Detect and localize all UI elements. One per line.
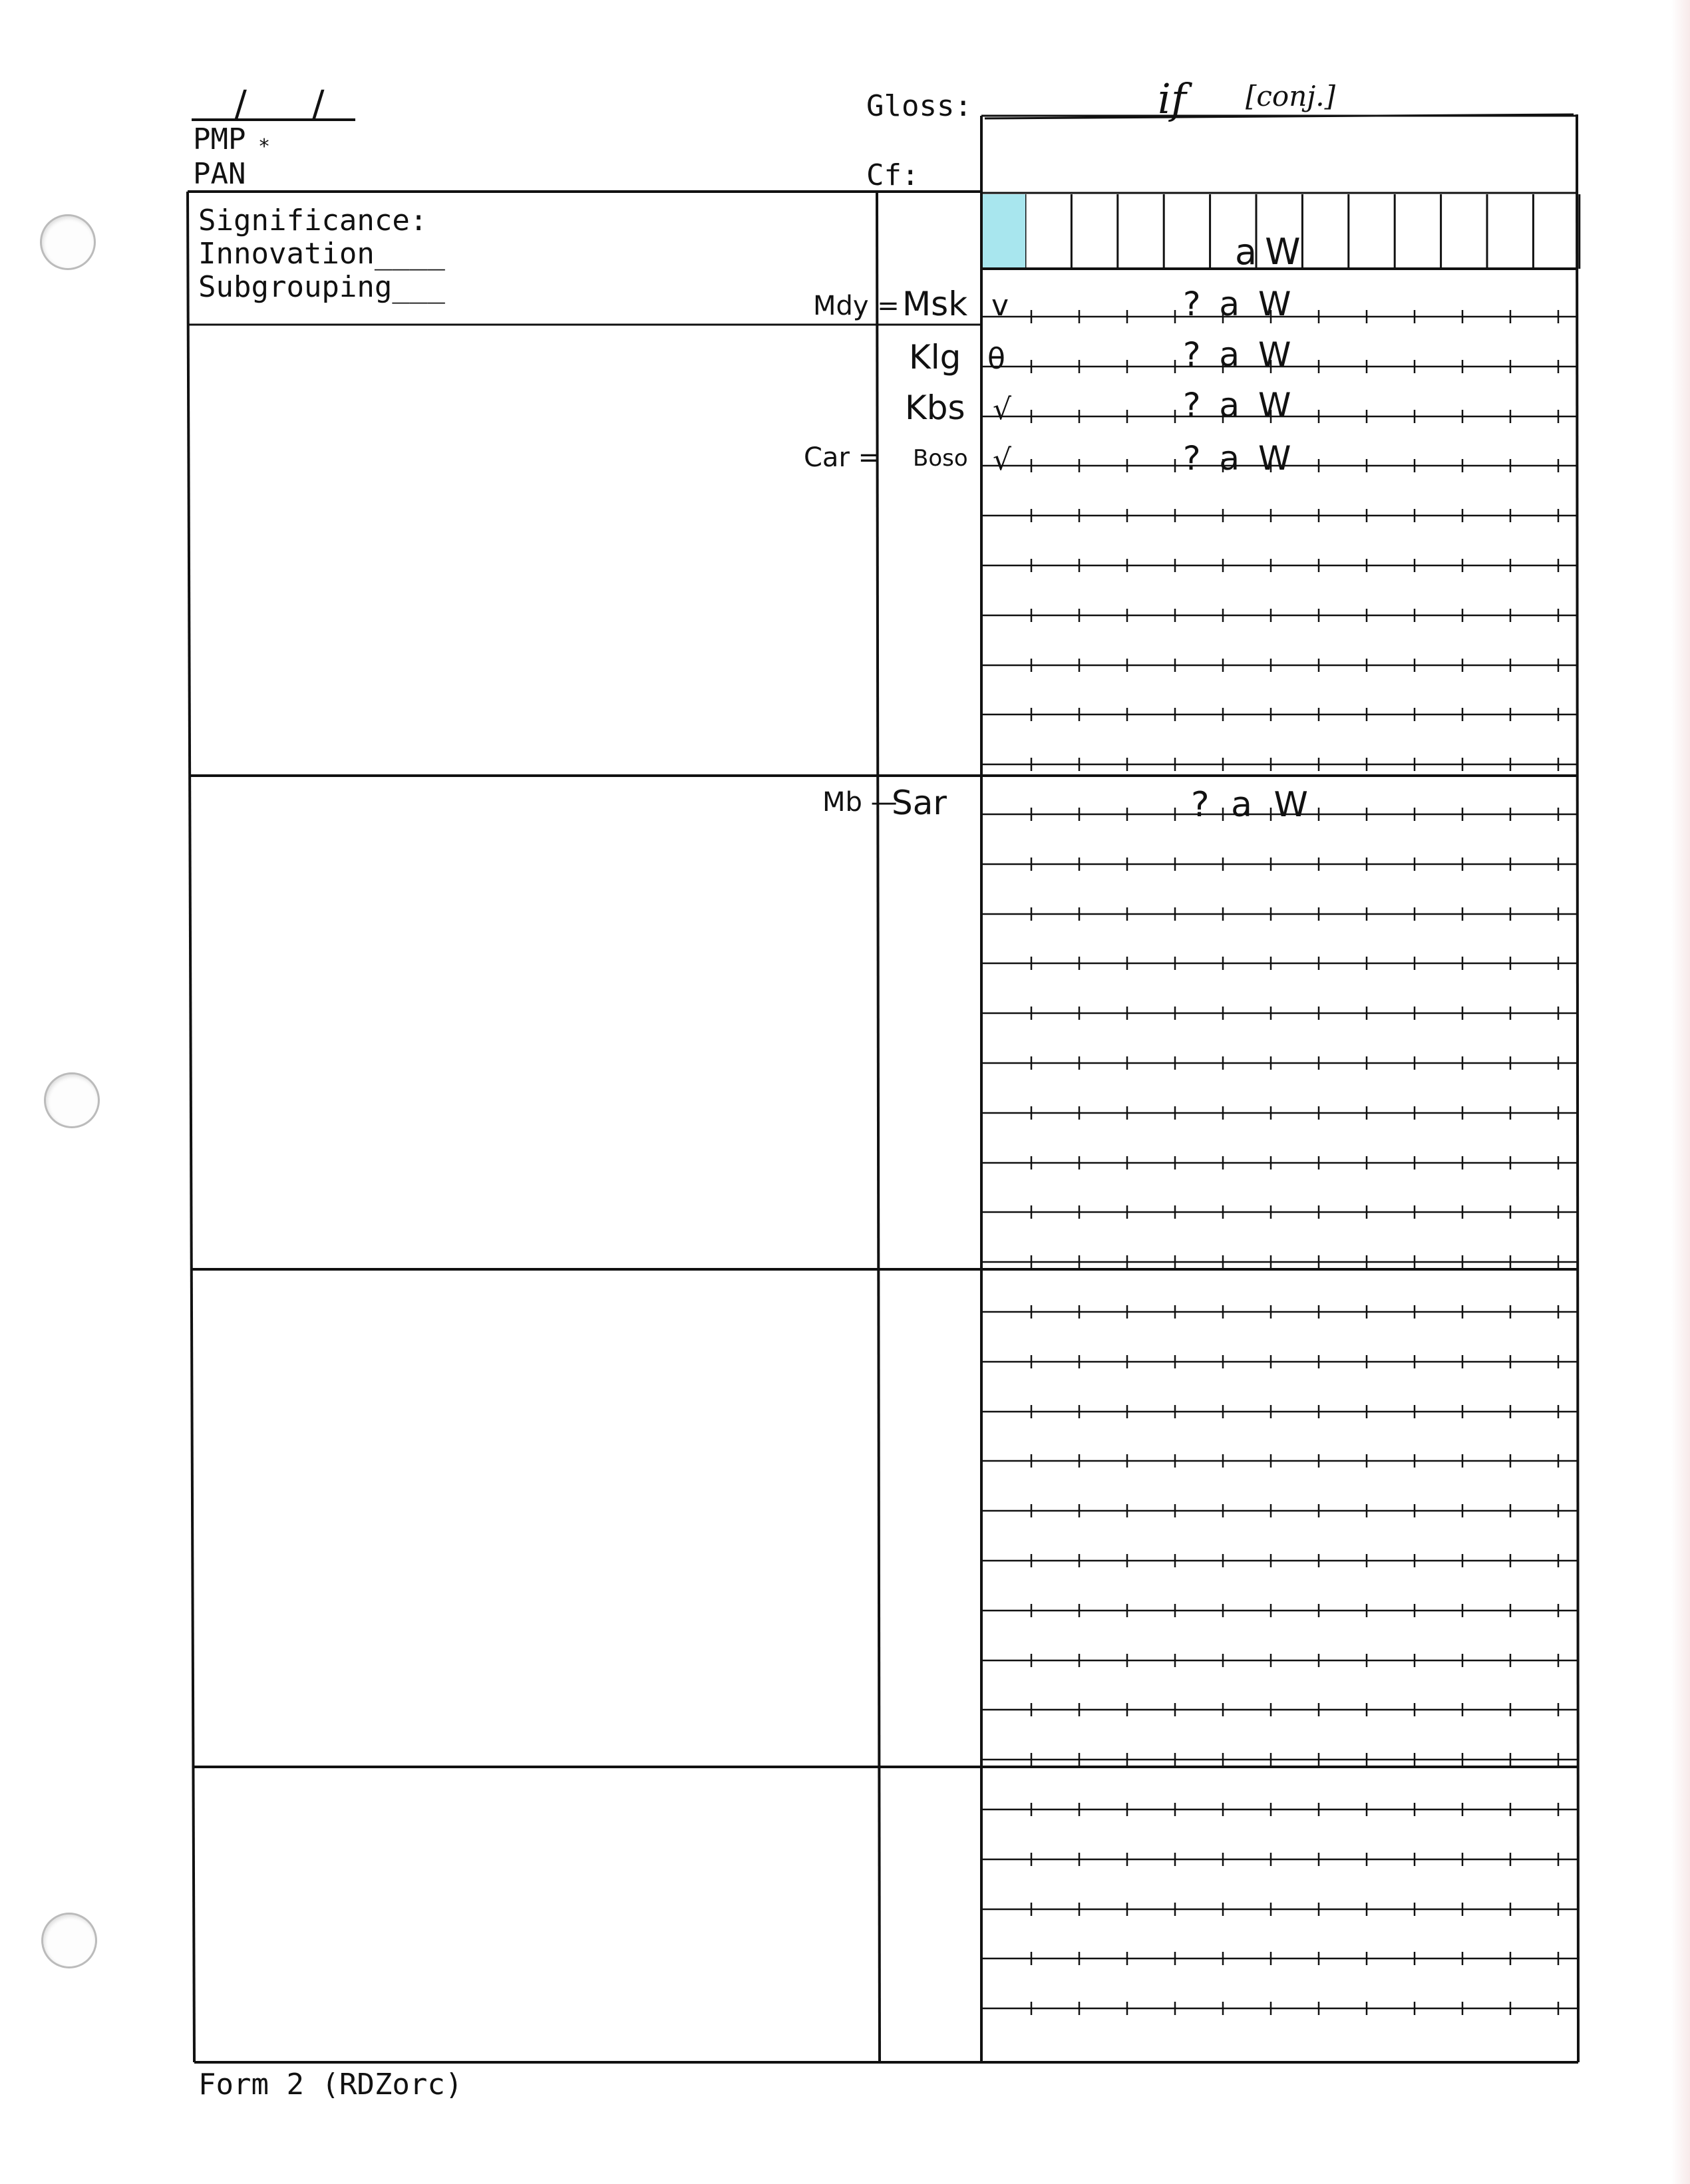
row-form: ? a W <box>1183 386 1295 424</box>
gloss-value: if <box>1158 75 1186 123</box>
row-language: Sar <box>892 784 947 822</box>
date-slashes: / / <box>234 83 351 126</box>
row-language: Msk <box>902 285 968 323</box>
row-mark: √ <box>993 443 1012 477</box>
pan-label: PAN <box>193 157 246 191</box>
gloss-part-of-speech: [conj.] <box>1246 80 1336 112</box>
pmp-label: PMP <box>193 122 246 156</box>
row-mark: v <box>991 289 1009 323</box>
cf-label: Cf: <box>866 158 920 192</box>
row-mark: θ <box>987 342 1005 376</box>
innovation-field: Innovation____ <box>198 237 445 271</box>
row-language: Kbs <box>905 389 965 427</box>
row-form: ? a W <box>1183 335 1295 374</box>
row-prefix: Mb — <box>822 787 898 818</box>
row-prefix: Car = <box>804 442 881 473</box>
row-mark: √ <box>993 392 1012 426</box>
row-prefix: Mdy = <box>813 291 900 321</box>
row-form: ? a W <box>1183 439 1295 478</box>
subgrouping-field: Subgrouping___ <box>198 270 445 304</box>
significance-title: Significance: <box>198 204 428 237</box>
gloss-label: Gloss: <box>866 89 972 123</box>
header-cell-written: aW <box>1235 231 1309 273</box>
row-form: ? a W <box>1183 285 1295 323</box>
row-form: ? a W <box>1191 785 1313 825</box>
pmp-star: * <box>258 135 271 158</box>
row-language: Klg <box>909 338 961 377</box>
form-footer-label: Form 2 (RDZorc) <box>198 2068 463 2102</box>
row-language: Boso <box>913 445 968 472</box>
highlighted-cell <box>983 194 1025 267</box>
